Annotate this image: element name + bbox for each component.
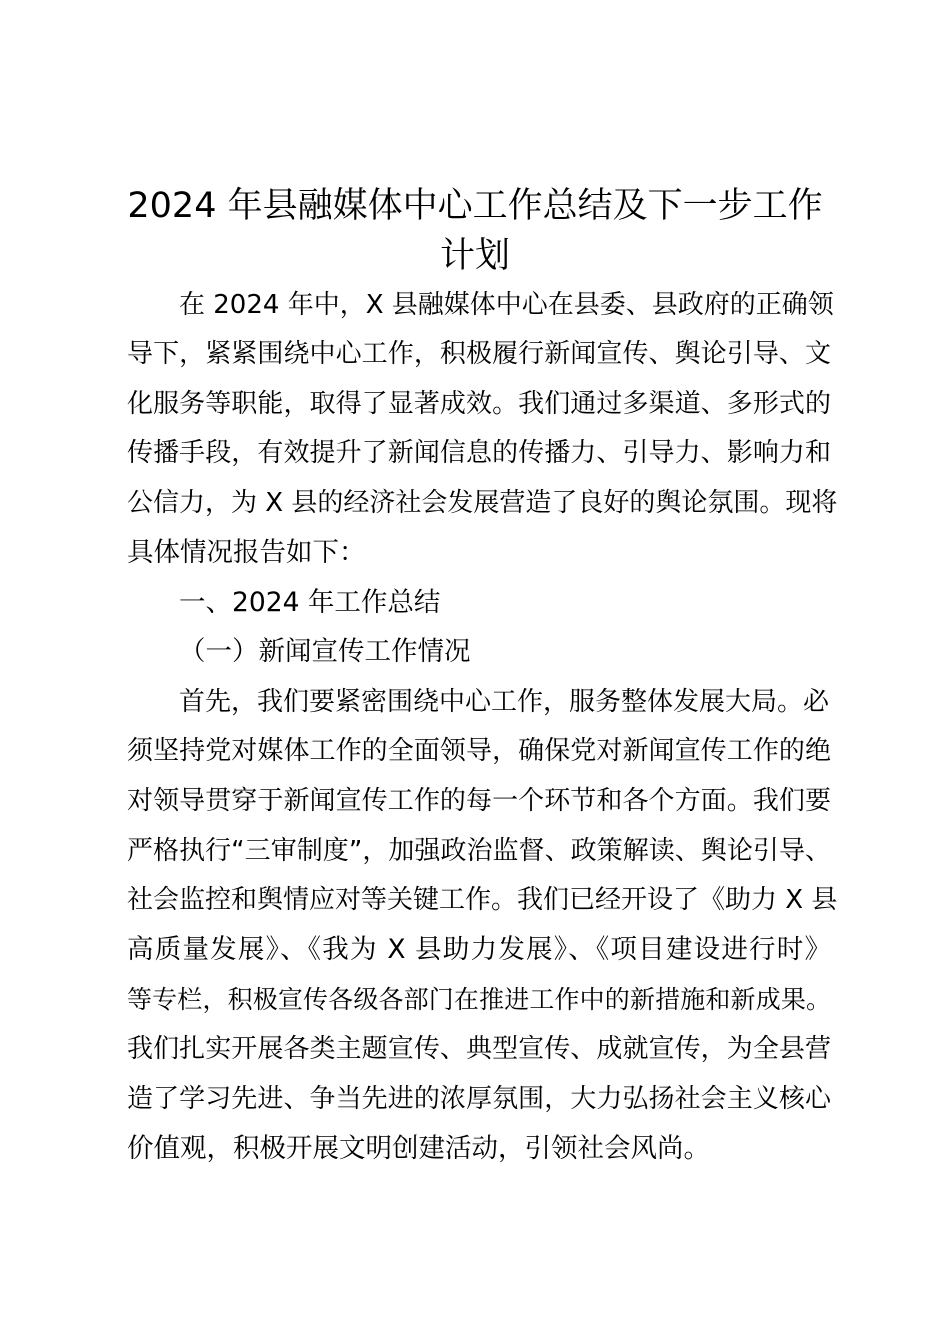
paragraph-2-line-1: 首先，我们要紧密围绕中心工作，服务整体发展大局。必 xyxy=(179,687,830,717)
document-title-line-1: 2024 年县融媒体中心工作总结及下一步工作 xyxy=(127,186,823,226)
paragraph-2-line-9: 造了学习先进、争当先进的浓厚氛围，大力弘扬社会主义核心 xyxy=(127,1084,831,1114)
paragraph-2-line-3: 对领导贯穿于新闻宣传工作的每一个环节和各个方面。我们要 xyxy=(127,786,831,816)
paragraph-1-line-3: 化服务等职能，取得了显著成效。我们通过多渠道、多形式的 xyxy=(127,389,831,419)
paragraph-2-line-4: 严格执行“三审制度”，加强政治监督、政策解读、舆论引导、 xyxy=(127,836,831,866)
paragraph-2-line-10: 价值观，积极开展文明创建活动，引领社会风尚。 xyxy=(127,1133,710,1164)
paragraph-2-line-6: 高质量发展》、《我为 X 县助力发展》、《项目建设进行时》 xyxy=(127,934,831,965)
subsection-heading: （一）新闻宣传工作情况 xyxy=(179,636,471,667)
paragraph-1-line-2: 导下，紧紧围绕中心工作，积极履行新闻宣传、舆论引导、文 xyxy=(127,339,831,369)
paragraph-2-line-8: 我们扎实开展各类主题宣传、典型宣传、成就宣传，为全县营 xyxy=(127,1034,831,1064)
paragraph-1-line-1: 在 2024 年中，X 县融媒体中心在县委、县政府的正确领 xyxy=(179,290,834,320)
document-title-line-2: 计划 xyxy=(439,236,510,276)
paragraph-2-line-2: 须坚持党对媒体工作的全面领导，确保党对新闻宣传工作的绝 xyxy=(127,736,831,766)
paragraph-2-line-7: 等专栏，积极宣传各级各部门在推进工作中的新措施和新成果。 xyxy=(127,985,831,1014)
section-heading: 一、2024 年工作总结 xyxy=(179,587,441,618)
paragraph-1-line-5: 公信力，为 X 县的经济社会发展营造了良好的舆论氛围。现将 xyxy=(127,488,838,518)
paragraph-1-line-4: 传播手段，有效提升了新闻信息的传播力、引导力、影响力和 xyxy=(127,438,831,468)
paragraph-2-line-5: 社会监控和舆情应对等关键工作。我们已经开设了《助力 X 县 xyxy=(127,885,838,915)
paragraph-1-line-6: 具体情况报告如下： xyxy=(127,537,366,568)
